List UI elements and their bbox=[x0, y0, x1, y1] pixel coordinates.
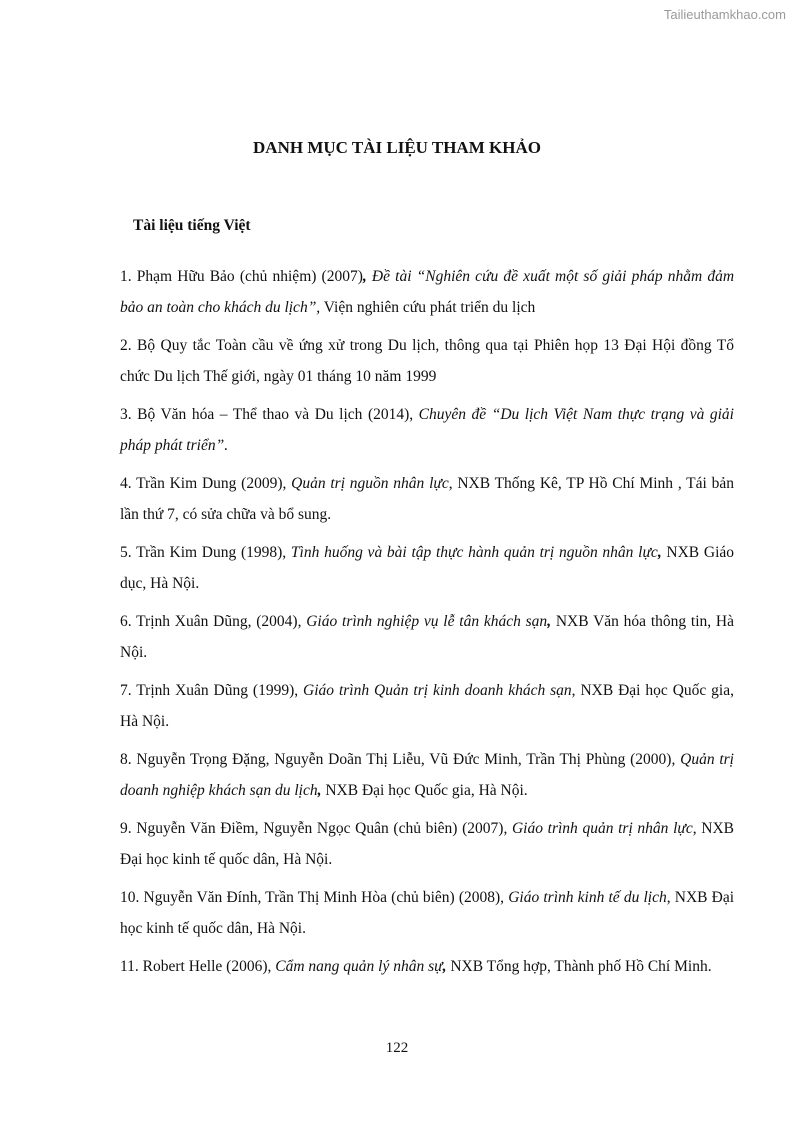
section-heading: Tài liệu tiếng Việt bbox=[133, 217, 251, 234]
reference-item-6: 6. Trịnh Xuân Dũng, (2004), Giáo trình nghiệp vụ lễ tân khách sạn, NXB Văn hóa thông tin, Hà Nội. bbox=[120, 613, 735, 661]
reference-list bbox=[120, 261, 734, 989]
reference-item-2: 2. Bộ Quy tắc Toàn cầu về ứng xử trong Du lịch, thông qua tại Phiên họp 13 Đại Hội đồng Tổ chức Du lịch Thế giới, ngày 01 tháng 10 năm 1999 bbox=[120, 337, 734, 385]
reference-item-1: 1. Phạm Hữu Bảo (chủ nhiệm) (2007), Đề tài “Nghiên cứu đề xuất một số giải pháp nhằm đảm bảo an toàn cho khách du lịch”, Viện nghiên cứu phát triển du lịch bbox=[120, 268, 735, 316]
page-number: 122 bbox=[385, 1040, 409, 1056]
reference-item-4: 4. Trần Kim Dung (2009), Quản trị nguồn nhân lực, NXB Thống Kê, TP Hồ Chí Minh , Tái bản lần thứ 7, có sửa chữa và bổ sung. bbox=[120, 475, 734, 523]
reference-item-9: 9. Nguyễn Văn Điềm, Nguyễn Ngọc Quân (chủ biên) (2007), Giáo trình quản trị nhân lực, NXB Đại học kinh tế quốc dân, Hà Nội. bbox=[120, 820, 734, 868]
page-title: DANH MỤC TÀI LIỆU THAM KHẢO bbox=[253, 138, 541, 157]
reference-item-10: 10. Nguyễn Văn Đính, Trần Thị Minh Hòa (chủ biên) (2008), Giáo trình kinh tế du lịch, NXB Đại học kinh tế quốc dân, Hà Nội. bbox=[120, 889, 734, 937]
reference-item-11: 11. Robert Helle (2006), Cẩm nang quản lý nhân sự, NXB Tổng hợp, Thành phố Hồ Chí Minh. bbox=[120, 958, 712, 975]
reference-item-3: 3. Bộ Văn hóa – Thể thao và Du lịch (2014), Chuyên đề “Du lịch Việt Nam thực trạng và giải pháp phát triển”. bbox=[120, 406, 734, 454]
watermark: Tailieuthamkhao.com bbox=[663, 7, 786, 22]
reference-item-8: 8. Nguyễn Trọng Đặng, Nguyễn Doãn Thị Liễu, Vũ Đức Minh, Trần Thị Phùng (2000), Quản trị doanh nghiệp khách sạn du lịch, NXB Đại học Quốc gia, Hà Nội. bbox=[120, 751, 734, 799]
reference-item-7: 7. Trịnh Xuân Dũng (1999), Giáo trình Quản trị kinh doanh khách sạn, NXB Đại học Quốc gia, Hà Nội. bbox=[120, 682, 734, 730]
reference-item-5: 5. Trần Kim Dung (1998), Tình huống và bài tập thực hành quản trị nguồn nhân lực, NXB Giáo dục, Hà Nội. bbox=[120, 544, 735, 592]
